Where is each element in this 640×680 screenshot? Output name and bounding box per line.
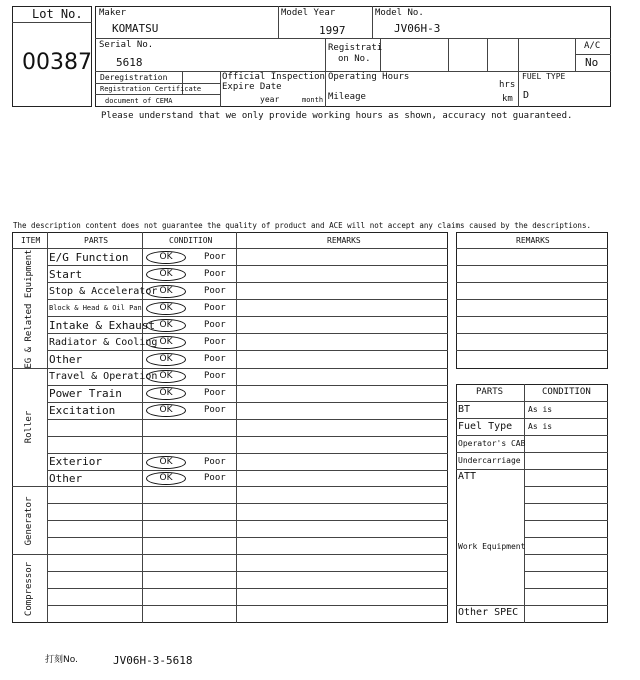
model-no-value: JV06H-3 [394, 22, 441, 35]
divider [47, 350, 448, 351]
divider [456, 316, 608, 317]
poor-label: Poor [204, 252, 226, 262]
divider [524, 537, 608, 538]
ok-mark: OK [146, 404, 186, 417]
divider [47, 537, 448, 538]
part-label: Power Train [49, 387, 122, 400]
part-label: Exterior [49, 455, 102, 468]
part-label: Radiator & Cooling [49, 337, 158, 348]
year-label: year [260, 95, 280, 104]
divider [487, 38, 488, 71]
divider [95, 94, 220, 95]
poor-label: Poor [204, 405, 226, 415]
fuel-value: As is [528, 422, 553, 431]
divider [220, 71, 221, 107]
divider [456, 265, 608, 266]
divider [524, 520, 608, 521]
fuel-type-value: D [523, 90, 530, 101]
divider [47, 436, 448, 437]
item-header: ITEM [21, 236, 41, 245]
divider [12, 22, 92, 23]
remarks-header: REMARKS [516, 236, 550, 245]
poor-label: Poor [204, 337, 226, 347]
divider [47, 265, 448, 266]
cab-label: Operator's CAB [458, 439, 526, 448]
ok-mark: OK [146, 353, 186, 366]
part-label: Excitation [49, 404, 116, 417]
part-label: Intake & Exhaust [49, 319, 155, 332]
document-cema-label: document of CEMA [105, 97, 173, 105]
divider [95, 83, 220, 84]
inspection-label-2: Expire Date [222, 82, 282, 92]
divider [524, 605, 608, 606]
remarks-header: REMARKS [327, 236, 361, 245]
bt-value: As is [528, 405, 553, 414]
parts-header: PARTS [476, 387, 504, 397]
operating-hours-label: Operating Hours [328, 72, 410, 82]
ok-mark: OK [146, 456, 186, 469]
model-year-label: Model Year [281, 8, 336, 18]
att-label: ATT [458, 471, 477, 482]
divider [47, 588, 448, 589]
ac-value: No [585, 56, 599, 69]
remarks-frame [456, 232, 608, 369]
hrs-label: hrs [499, 80, 516, 90]
ok-mark: OK [146, 319, 186, 332]
divider [456, 418, 608, 419]
km-label: km [502, 94, 513, 104]
divider [47, 282, 448, 283]
work-equipment-label: Work Equipment [458, 542, 526, 551]
part-label: Start [49, 268, 83, 281]
divider [456, 452, 608, 453]
condition-header: CONDITION [542, 387, 591, 397]
divider [47, 520, 448, 521]
lot-label: Lot No. [32, 7, 83, 21]
divider [524, 503, 608, 504]
ok-mark: OK [146, 387, 186, 400]
poor-label: Poor [204, 286, 226, 296]
registration-certificate-label: Registration Certificate [100, 85, 202, 93]
group-label-roller: Roller [24, 410, 34, 444]
divider [278, 6, 279, 38]
divider [47, 419, 448, 420]
divider [47, 385, 448, 386]
parts-header: PARTS [84, 236, 109, 245]
divider [12, 486, 448, 487]
divider [12, 368, 448, 369]
part-label: Other [49, 353, 83, 366]
divider [47, 299, 448, 300]
divider [456, 282, 608, 283]
group-label-compressor: Compressor [24, 561, 34, 617]
ok-mark: OK [146, 251, 186, 264]
mileage-label: Mileage [328, 92, 366, 102]
ok-mark: OK [146, 302, 186, 315]
divider [12, 554, 448, 555]
divider [448, 38, 449, 71]
divider [524, 571, 608, 572]
divider [47, 503, 448, 504]
serial-label: Serial No. [99, 40, 154, 50]
part-label: Other [49, 472, 83, 485]
divider [456, 299, 608, 300]
poor-label: Poor [204, 457, 226, 467]
divider [47, 402, 448, 403]
divider [325, 38, 326, 107]
divider [524, 486, 608, 487]
group-label-eg: EG & Related Equipment [24, 249, 34, 369]
poor-label: Poor [204, 320, 226, 330]
ok-mark: OK [146, 472, 186, 485]
divider [47, 316, 448, 317]
divider [372, 6, 373, 38]
part-label: Stop & Accelerator [49, 286, 158, 297]
ok-mark: OK [146, 370, 186, 383]
divider [575, 54, 611, 55]
poor-label: Poor [204, 388, 226, 398]
poor-label: Poor [204, 269, 226, 279]
poor-label: Poor [204, 303, 226, 313]
divider [524, 588, 608, 589]
serial-value: 5618 [116, 56, 143, 69]
model-no-label: Model No. [375, 8, 424, 18]
divider [12, 248, 448, 249]
registration-label: Registrati [328, 43, 383, 53]
inspection-label: Official Inspection [222, 72, 325, 82]
model-year-value: 1997 [319, 24, 346, 37]
divider [456, 333, 608, 334]
other-spec-label: Other SPEC [458, 607, 519, 618]
divider [518, 38, 519, 107]
bt-label: BT [458, 404, 471, 415]
stamp-no-value: JV06H-3-5618 [113, 654, 193, 667]
month-label: month [302, 96, 324, 104]
divider [524, 554, 608, 555]
ok-mark: OK [146, 336, 186, 349]
divider [524, 469, 608, 470]
ok-mark: OK [146, 268, 186, 281]
maker-value: KOMATSU [112, 22, 159, 35]
divider [575, 38, 576, 71]
lot-number: 00387 [22, 50, 92, 75]
divider [47, 333, 448, 334]
divider [236, 232, 237, 623]
fuel-type-label: FUEL TYPE [522, 72, 566, 81]
ac-label: A/C [584, 41, 601, 51]
fuel-label: Fuel Type [458, 421, 513, 432]
condition-header: CONDITION [169, 236, 213, 245]
divider [456, 469, 524, 470]
disclaimer-text: The description content does not guarantee the quality of product and ACE will not accept any claims caused by the descriptions. [13, 221, 591, 230]
stamp-no-label: 打刻No. [45, 655, 78, 665]
part-label: Travel & Operation [49, 371, 158, 382]
poor-label: Poor [204, 371, 226, 381]
divider [456, 435, 608, 436]
divider [456, 605, 524, 606]
part-label: E/G Function [49, 251, 129, 264]
registration-label-2: on No. [338, 54, 371, 64]
deregistration-label: Deregistration [100, 73, 168, 82]
group-label-generator: Generator [24, 496, 34, 546]
divider [47, 470, 448, 471]
divider [47, 605, 448, 606]
notice-text: Please understand that we only provide working hours as shown, accuracy not guaranteed. [101, 111, 573, 121]
part-label: Block & Head & Oil Pan [49, 304, 142, 312]
divider [47, 232, 48, 623]
divider [456, 401, 608, 402]
poor-label: Poor [204, 473, 226, 483]
divider [47, 571, 448, 572]
ok-mark: OK [146, 285, 186, 298]
divider [47, 453, 448, 454]
divider [95, 38, 611, 39]
divider [456, 248, 608, 249]
poor-label: Poor [204, 354, 226, 364]
divider [456, 350, 608, 351]
undercarriage-label: Undercarriage [458, 456, 521, 465]
maker-label: Maker [99, 8, 127, 18]
